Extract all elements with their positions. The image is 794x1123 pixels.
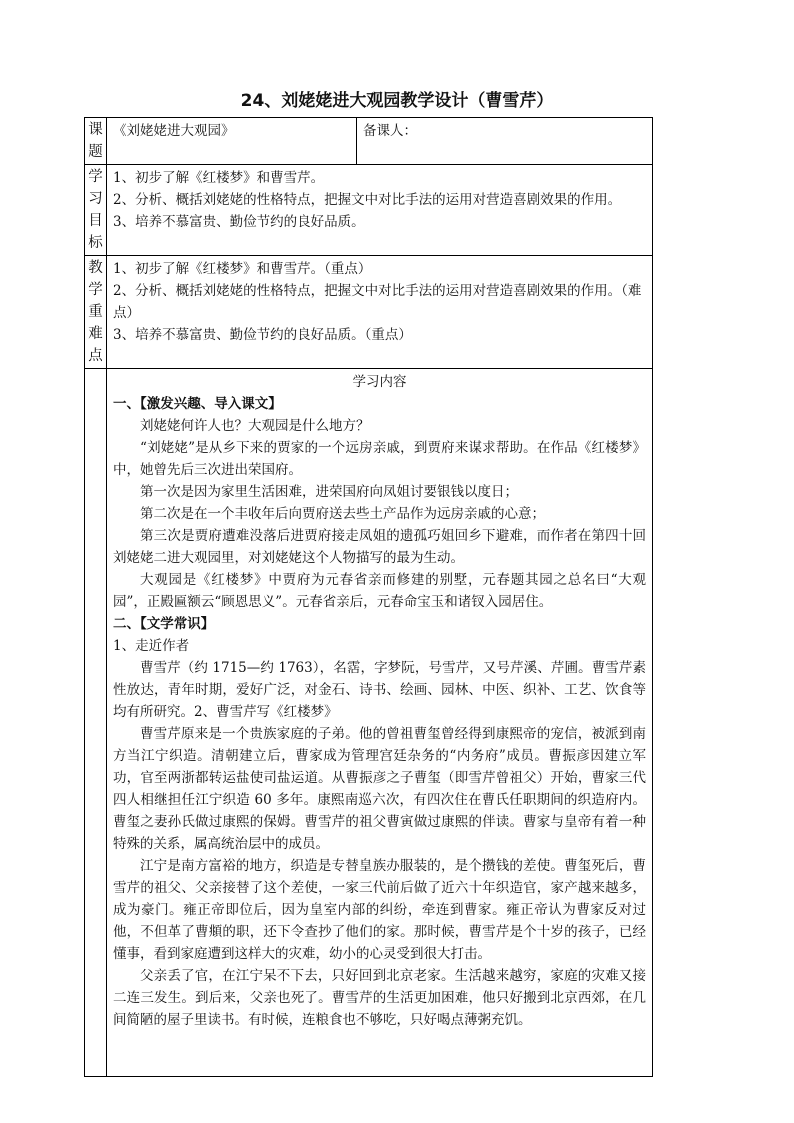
label-lesson-title: 课 题 xyxy=(85,118,107,165)
lesson-title-cell: 《刘姥姥进大观园》 xyxy=(107,118,357,165)
section1-paragraph: 第一次是因为家里生活困难，进荣国府向凤姐讨要银钱以度日； xyxy=(140,484,518,500)
section2-paragraph: 曹雪芹原来是一个贵族家庭的子弟。他的曾祖曹玺曾经得到康熙帝的宠信，被派到南方当江宁织造。清朝建立后，曹家成为管理宫廷杂务的“内务府”成员。曹振彦因建立军功，官至两浙都转运盐使司盐运道。从曹振彦之子曹玺（即雪芹曾祖父）开始，曹家三代四人相继担任江宁织造 60 多年。康熙南巡六次，有四次住在曹氏任职期间的织造府内。曹玺之妻孙氏做过康熙的保姆。曹雪芹的祖父曹寅做过康熙的伴读。曹家与皇帝有着一种特殊的关系，属高统治层中的成员。 xyxy=(113,726,646,852)
learning-goals-cell xyxy=(107,165,653,256)
content-heading: 学习内容 xyxy=(352,374,407,390)
row-learning-content xyxy=(85,369,653,1077)
label-empty xyxy=(85,369,107,1077)
section2-title: 二、【文学常识】 xyxy=(113,616,215,632)
focus-item: 3、培养不慕富贵、勤俭节约的良好品质。（重点） xyxy=(113,327,412,343)
goal-item: 1、初步了解《红楼梦》和曹雪芹。 xyxy=(113,170,325,186)
lesson-plan-table xyxy=(84,117,653,1077)
teaching-focus-cell xyxy=(107,256,653,369)
focus-item: 1、初步了解《红楼梦》和曹雪芹。（重点） xyxy=(113,261,372,277)
section2-paragraph: 曹雪芹（约 1715—约 1763），名霑，字梦阮，号雪芹，又号芹溪、芹圃。曹雪芹素性放达，青年时期，爱好广泛，对金石、诗书、绘画、园林、中医、织补、工艺、饮食等均有所研究。2、曹雪芹写《红楼梦》 xyxy=(113,660,646,720)
goal-item: 3、培养不慕富贵、勤俭节约的良好品质。 xyxy=(113,214,365,230)
row-teaching-focus xyxy=(85,256,653,369)
section2-subtitle: 1、走近作者 xyxy=(113,638,190,654)
document-title: 24、刘姥姥进大观园教学设计（曹雪芹） xyxy=(240,91,554,111)
section1-paragraph: 第三次是贾府遭难没落后进贾府接走凤姐的遗孤巧姐回乡下避难，而作者在第四十回刘姥姥二进大观园里，对刘姥姥这个人物描写的最为生动。 xyxy=(113,528,646,566)
preparer-cell: 备课人： xyxy=(357,118,653,165)
label-learning-goals: 学 习 目 标 xyxy=(85,165,107,256)
section1-paragraph: 刘姥姥何许人也？大观园是什么地方？ xyxy=(140,418,370,434)
learning-content-cell xyxy=(107,369,653,1077)
section2-paragraph: 江宁是南方富裕的地方，织造是专替皇族办服装的，是个攒钱的差使。曹玺死后，曹雪芹的祖父、父亲接替了这个差使，一家三代前后做了近六十年织造官，家产越来越多，成为豪门。雍正帝即位后，因为皇室内部的纠纷，牵连到曹家。雍正帝认为曹家反对过他，不但革了曹頫的职，还下令查抄了他们的家。那时候，曹雪芹是个十岁的孩子，已经懂事，看到家庭遭到这样大的灾难，幼小的心灵受到很大打击。 xyxy=(113,858,646,962)
goal-item: 2、分析、概括刘姥姥的性格特点，把握文中对比手法的运用对营造喜剧效果的作用。 xyxy=(113,192,622,208)
row-learning-goals xyxy=(85,165,653,256)
focus-item: 2、分析、概括刘姥姥的性格特点，把握文中对比手法的运用对营造喜剧效果的作用。（难点） xyxy=(113,283,642,321)
section1-paragraph: 第二次是在一个丰收年后向贾府送去些土产品作为远房亲戚的心意； xyxy=(140,506,545,522)
label-teaching-focus: 教 学 重 难 点 xyxy=(85,256,107,369)
section1-title: 一、【激发兴趣、导入课文】 xyxy=(113,396,282,412)
section2-paragraph: 父亲丢了官，在江宁呆不下去，只好回到北京老家。生活越来越穷，家庭的灾难又接二连三发生。到后来，父亲也死了。曹雪芹的生活更加困难，他只好搬到北京西郊，在几间简陋的屋子里读书。有时候，连粮食也不够吃，只好喝点薄粥充饥。 xyxy=(113,968,646,1028)
row-lesson-title xyxy=(85,118,653,165)
section1-paragraph: “刘姥姥”是从乡下来的贾家的一个远房亲戚，到贾府来谋求帮助。在作品《红楼梦》中，她曾先后三次进出荣国府。 xyxy=(113,440,646,478)
section1-paragraph: 大观园是《红楼梦》中贾府为元春省亲而修建的别墅，元春题其园之总名曰“大观园”，正殿匾额云“顾恩思义”。元春省亲后，元春命宝玉和诸钗入园居住。 xyxy=(113,572,646,610)
